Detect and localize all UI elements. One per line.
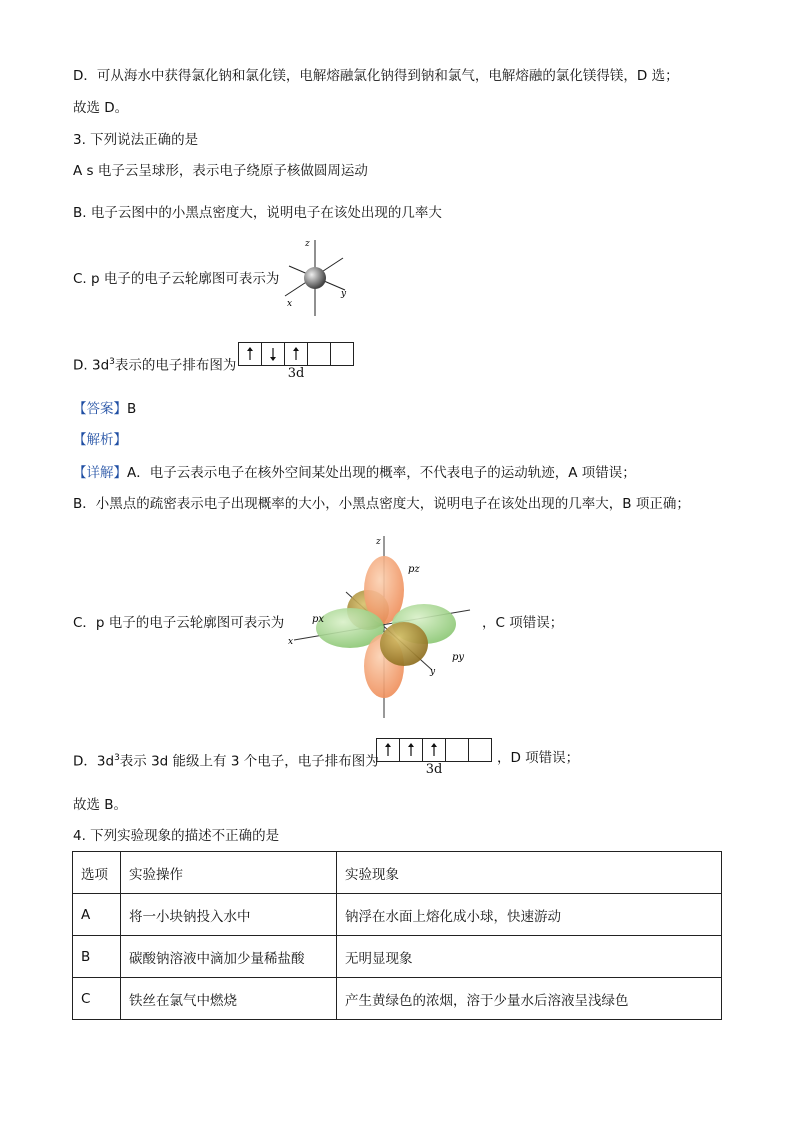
p-axis-y-label: y: [430, 667, 436, 677]
table-cell: 碳酸钠溶液中滴加少量稀盐酸: [121, 936, 337, 978]
detail-b: B．小黑点的疏密表示电子出现概率的大小，小黑点密度大，说明电子在该处出现的几率大，B 项正确；: [73, 496, 690, 512]
axis-y-label: y: [341, 289, 347, 299]
table-cell: 钠浮在水面上熔化成小球，快速游动: [337, 894, 722, 936]
orbital-cell: [308, 343, 331, 365]
table-header-cell: 实验操作: [121, 852, 337, 894]
orbital-cell: [446, 739, 469, 761]
spin-up-arrow-icon: [377, 739, 399, 761]
detail-d-suffix: ，D 项错误；: [497, 750, 580, 766]
table-row: [73, 978, 722, 1020]
spin-up-arrow-icon: [285, 343, 307, 365]
table-cell: 产生黄绿色的浓烟，溶于少量水后溶液呈浅绿色: [337, 978, 722, 1020]
spin-up-arrow-icon: [239, 343, 261, 365]
orbital-cell: [262, 343, 285, 365]
q3-orbital-diagram: [238, 342, 354, 381]
table-cell: 铁丝在氯气中燃烧: [121, 978, 337, 1020]
pz-label: pz: [408, 564, 420, 575]
detail-orbital-diagram: [376, 738, 492, 777]
table-header-row: [73, 852, 722, 894]
experiment-table: [72, 851, 722, 1020]
detail-d-prefix: D．$3d^3$表示 3d 能级上有 3 个电子，电子排布图为: [73, 753, 379, 770]
answer-label: 【答案】: [73, 401, 127, 417]
orbital-cell: [239, 343, 262, 365]
choose-b: 故选 B。: [73, 797, 128, 813]
table-cell: A: [73, 894, 121, 936]
answer-line: [73, 399, 136, 419]
detail-c-prefix: C．p 电子的电子云轮廓图可表示为: [73, 615, 285, 631]
table-cell: 将一小块钠投入水中: [121, 894, 337, 936]
table-header-cell: 实验现象: [337, 852, 722, 894]
cells-label: 3d: [287, 366, 305, 381]
orbital-cell: [331, 343, 353, 365]
orbital-cell: [285, 343, 308, 365]
table-cell: C: [73, 978, 121, 1020]
p-axis-z-label: z: [376, 537, 381, 547]
orbital-cell: [423, 739, 446, 761]
q3-option-d: D. $3d^3$表示的电子排布图为: [73, 357, 237, 374]
spin-up-arrow-icon: [400, 739, 422, 761]
table-header-cell: 选项: [73, 852, 121, 894]
spin-up-arrow-icon: [423, 739, 445, 761]
py-label: py: [452, 652, 465, 663]
analysis-label: 【解析】: [73, 432, 127, 448]
answer-value: B: [127, 401, 137, 417]
s-orbital-axes-figure: [279, 236, 351, 318]
q3-option-a: A s 电子云呈球形，表示电子绕原子核做圆周运动: [73, 163, 368, 179]
cells-label: 3d: [425, 762, 443, 777]
q4-stem: 4. 下列实验现象的描述不正确的是: [73, 828, 280, 844]
q2-choose: 故选 D。: [73, 100, 129, 116]
table-row: [73, 894, 722, 936]
table-cell: 无明显现象: [337, 936, 722, 978]
q3-option-c: C. p 电子的电子云轮廓图可表示为: [73, 271, 280, 287]
table-cell: B: [73, 936, 121, 978]
detail-c-suffix: ，C 项错误；: [482, 615, 564, 631]
axis-x-label: x: [287, 299, 293, 309]
orbital-cell: [400, 739, 423, 761]
orbital-cell: [377, 739, 400, 761]
detail-a: 【详解】A．电子云表示电子在核外空间某处出现的概率，不代表电子的运动轨迹，A 项错误；: [73, 465, 636, 481]
q3-option-b: B. 电子云图中的小黑点密度大，说明电子在该处出现的几率大: [73, 205, 442, 221]
q3-stem: 3. 下列说法正确的是: [73, 132, 199, 148]
q2-option-d: D．可从海水中获得氯化钠和氯化镁，电解熔融氯化钠得到钠和氯气，电解熔融的氯化镁得镁，D 选；: [73, 68, 679, 84]
orbital-cell: [469, 739, 491, 761]
p-axis-x-label: x: [288, 637, 294, 647]
p-orbital-figure: [284, 528, 480, 720]
px-label: px: [312, 614, 325, 625]
spin-down-arrow-icon: [262, 343, 284, 365]
table-row: [73, 936, 722, 978]
axis-z-label: z: [305, 239, 310, 249]
